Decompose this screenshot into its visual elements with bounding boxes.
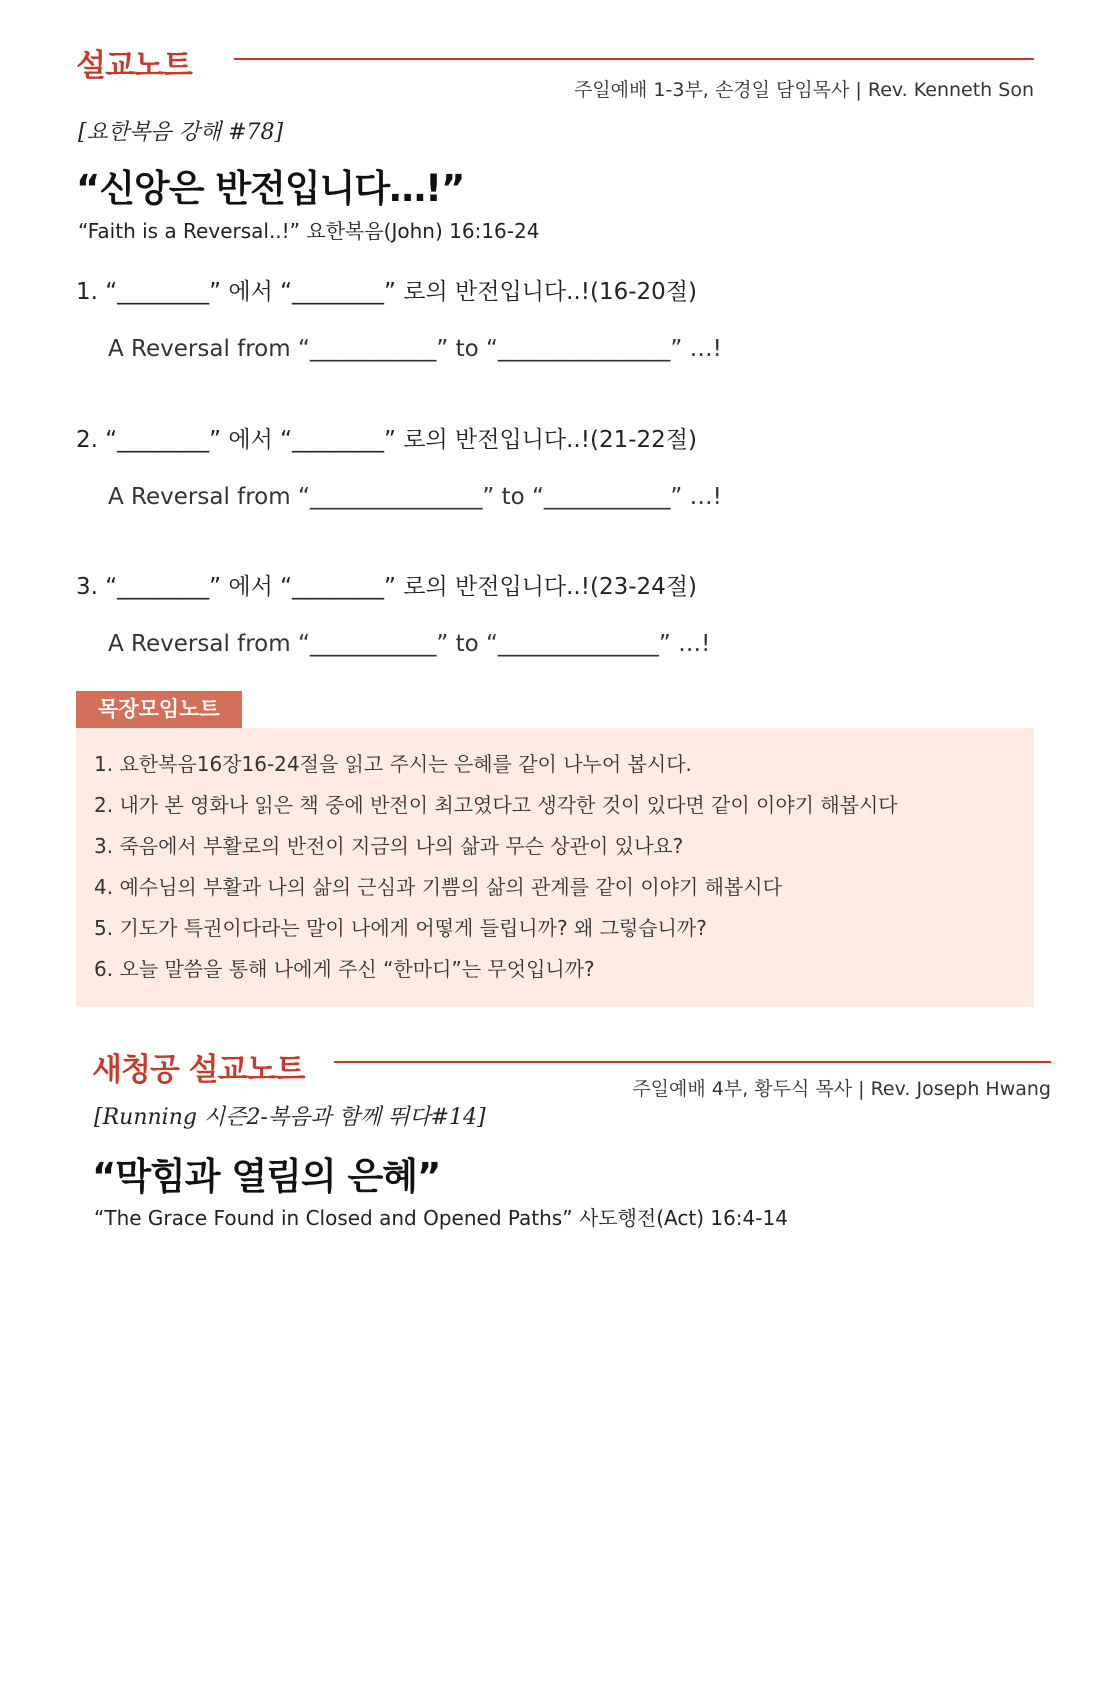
sermon-subtitle: “Faith is a Reversal..!” 요한복음(John) 16:16-24	[78, 219, 540, 243]
group-notes-tag: 목장모임노트	[76, 691, 242, 728]
sermon-title-2: “막힘과 열림의 은혜”	[92, 1155, 441, 1198]
point-2-english: A Reversal from “_______________” to “___________” …!	[108, 484, 722, 510]
section-title-youth-sermon-notes: 새청공 설교노트	[92, 1052, 305, 1088]
section-title-sermon-notes: 설교노트	[76, 48, 192, 84]
point-3-english: A Reversal from “___________” to “______________” …!	[108, 631, 711, 657]
sermon-title: “신앙은 반전입니다…!”	[76, 167, 465, 210]
question-2: 2. 내가 본 영화나 읽은 책 중에 반전이 최고였다고 생각한 것이 있다면 같이 이야기 해봅시다	[94, 793, 898, 817]
point-2-korean: 2. “________” 에서 “________” 로의 반전입니다..!(21-22절)	[76, 427, 697, 453]
point-1-korean: 1. “________” 에서 “________” 로의 반전입니다..!(16-20절)	[76, 279, 697, 305]
preacher-info-2: 주일예배 4부, 황두식 목사 | Rev. Joseph Hwang	[632, 1078, 1051, 1100]
question-1: 1. 요한복음16장16-24절을 읽고 주시는 은혜를 같이 나누어 봅시다.	[94, 752, 692, 776]
question-5: 5. 기도가 특권이다라는 말이 나에게 어떻게 들립니까? 왜 그렇습니까?	[94, 916, 707, 940]
header-divider	[234, 58, 1034, 60]
preacher-info: 주일예배 1-3부, 손경일 담임목사 | Rev. Kenneth Son	[573, 79, 1034, 101]
point-3-korean: 3. “________” 에서 “________” 로의 반전입니다..!(23-24절)	[76, 574, 697, 600]
question-4: 4. 예수님의 부활과 나의 삶의 근심과 기쁨의 삶의 관계를 같이 이야기 해봅시다	[94, 875, 782, 899]
question-6: 6. 오늘 말씀을 통해 나에게 주신 “한마디”는 무엇입니까?	[94, 957, 595, 981]
series-label: [요한복음 강해 #78]	[78, 120, 284, 145]
series-label-2: [Running 시즌2-복음과 함께 뛰다#14]	[94, 1105, 486, 1130]
point-1-english: A Reversal from “___________” to “_______________” …!	[108, 336, 722, 362]
question-3: 3. 죽음에서 부활로의 반전이 지금의 나의 삶과 무슨 상관이 있나요?	[94, 834, 684, 858]
sermon-subtitle-2: “The Grace Found in Closed and Opened Paths” 사도행전(Act) 16:4-14	[94, 1206, 788, 1230]
header-divider-2	[334, 1061, 1051, 1063]
